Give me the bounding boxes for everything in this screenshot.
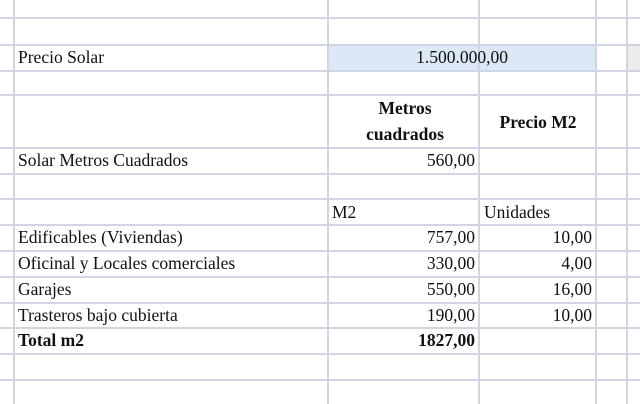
row-unidades[interactable]: 10,00 — [552, 305, 592, 325]
row-divider — [0, 198, 640, 200]
row-divider — [0, 147, 640, 149]
row-label[interactable]: Edificables (Viviendas) — [18, 227, 183, 247]
row-m2[interactable]: 190,00 — [426, 305, 475, 325]
row-divider — [0, 17, 640, 19]
metros-cuadrados-header-line1: Metros — [378, 98, 432, 118]
row-divider — [0, 94, 640, 96]
row-divider — [0, 379, 640, 381]
precio-m2-header: Precio M2 — [499, 112, 577, 132]
row-divider — [0, 224, 640, 226]
row-m2[interactable]: 550,00 — [426, 279, 475, 299]
row-unidades[interactable]: 4,00 — [561, 253, 592, 273]
metros-cuadrados-header-line2: cuadrados — [366, 124, 444, 144]
scroll-edge — [628, 46, 640, 70]
column-divider — [626, 0, 628, 404]
solar-metros-value[interactable]: 560,00 — [426, 150, 475, 170]
row-divider — [0, 302, 640, 304]
row-divider — [0, 250, 640, 252]
row-divider — [0, 44, 640, 46]
row-m2[interactable]: 757,00 — [426, 227, 475, 247]
row-divider — [0, 276, 640, 278]
precio-solar-label[interactable]: Precio Solar — [18, 47, 105, 67]
precio-solar-value[interactable]: 1.500.000,00 — [416, 47, 508, 67]
unidades-column-header[interactable]: Unidades — [484, 202, 551, 222]
row-label[interactable]: Trasteros bajo cubierta — [18, 305, 178, 325]
row-unidades[interactable]: 10,00 — [552, 227, 592, 247]
total-label[interactable]: Total m2 — [18, 330, 84, 350]
row-label[interactable]: Garajes — [18, 279, 72, 299]
row-divider — [0, 70, 640, 72]
solar-metros-label[interactable]: Solar Metros Cuadrados — [18, 150, 189, 170]
row-divider — [0, 327, 640, 329]
row-divider — [0, 353, 640, 355]
m2-column-header[interactable]: M2 — [332, 202, 357, 222]
row-divider — [0, 173, 640, 175]
row-unidades[interactable]: 16,00 — [552, 279, 592, 299]
row-m2[interactable]: 330,00 — [426, 253, 475, 273]
row-label[interactable]: Oficinal y Locales comerciales — [18, 253, 236, 273]
column-divider — [13, 0, 15, 404]
total-value[interactable]: 1827,00 — [418, 330, 475, 350]
